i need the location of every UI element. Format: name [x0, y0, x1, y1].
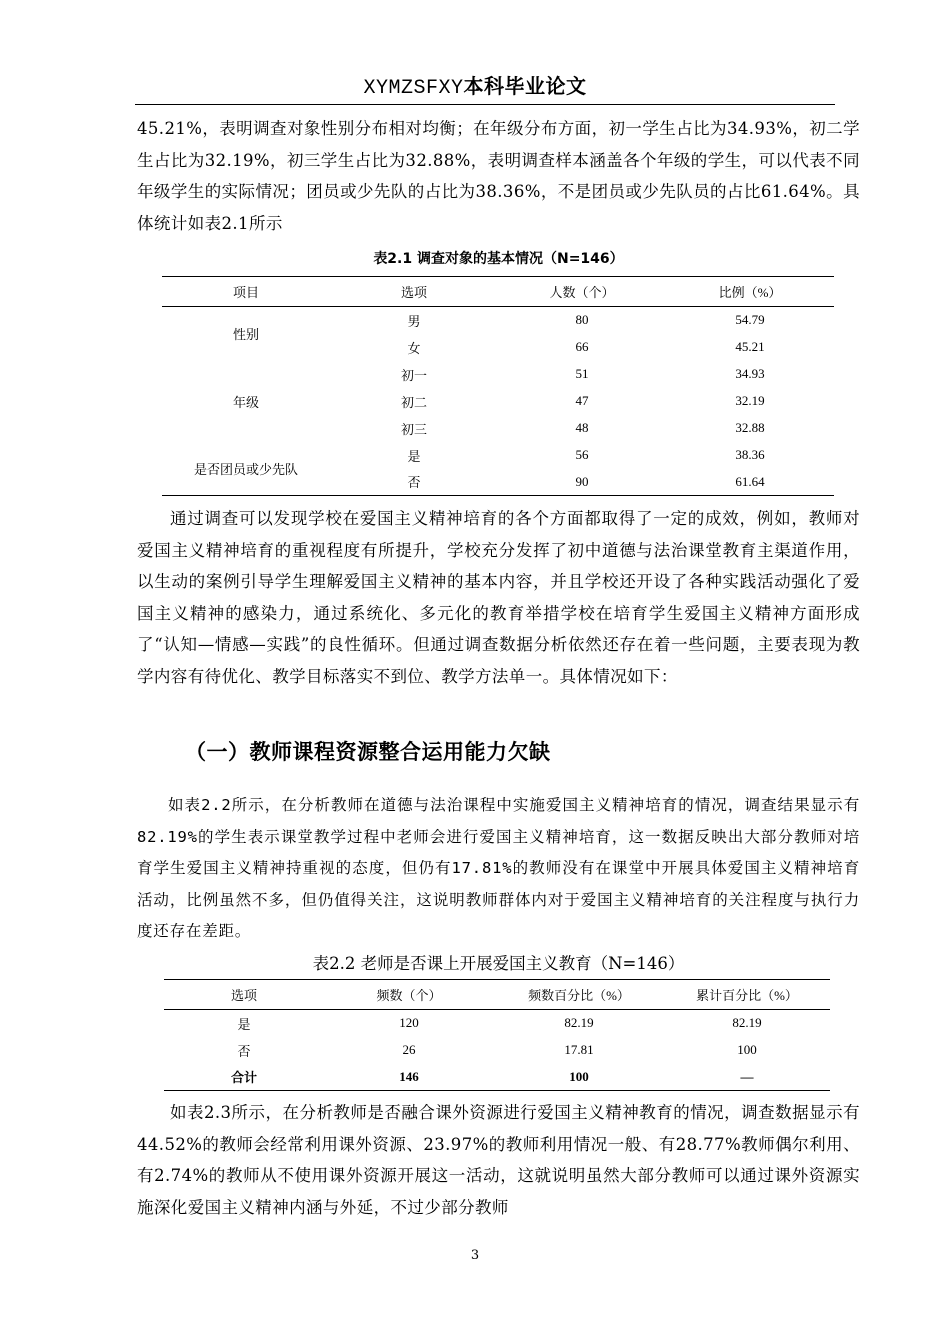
table-cell: 82.19	[564, 1015, 594, 1031]
table-cell: 女	[407, 340, 421, 356]
table-cell: 是	[407, 448, 421, 464]
table-cell: 56	[575, 447, 589, 462]
table-total-row	[164, 1064, 830, 1091]
page-number: 3	[470, 1248, 480, 1263]
column-header: 选项	[164, 980, 324, 1010]
table-cell: 合计	[230, 1070, 257, 1086]
table-cell: —	[740, 1068, 754, 1084]
table-cell: 是	[237, 1016, 251, 1032]
table-row	[162, 442, 834, 469]
table-header-row	[162, 277, 834, 307]
table-row	[164, 1037, 830, 1064]
column-header: 项目	[162, 277, 330, 307]
table-cell: 否	[407, 475, 421, 491]
table-cell: 61.64	[735, 473, 765, 489]
table-cell: 17.81	[564, 1042, 594, 1057]
table-row	[162, 307, 834, 334]
table-cell: 45.21	[735, 339, 765, 354]
table-cell: 51	[575, 366, 589, 381]
header-title: 本科毕业论文	[463, 74, 587, 98]
table-row	[162, 361, 834, 388]
paragraph-table-2-3-analysis: 如表2.3所示，在分析教师是否融合课外资源进行爱国主义精神教育的情况，调查数据显示有44.52%的教师会经常利用课外资源、23.97%的教师利用情况一般、有28.77%教师偶尔利用、有2.74%的教师从不使用课外资源开展这一活动，这就说明虽然大部分教师可以通过课外资源实施深化爱国主义精神内涵与外延，不过少部分教师	[137, 1103, 860, 1217]
paragraph-survey-findings: 通过调查可以发现学校在爱国主义精神培育的各个方面都取得了一定的成效，例如，教师对爱国主义精神培育的重视程度有所提升，学校充分发挥了初中道德与法治课堂教育主渠道作用，以生动的案例引导学生理解爱国主义精神的基本内容，并且学校还开设了各种实践活动强化了爱国主义精神的感染力，通过系统化、多元化的教育举措学校在培育学生爱国主义精神方面形成了“认知—情感—实践”的良性循环。但通过调查数据分析依然还存在着一些问题，主要表现为教学内容有待优化、教学目标落实不到位、教学方法单一。具体情况如下：	[137, 509, 860, 686]
group-label-grade: 年级	[232, 394, 259, 410]
page-header	[0, 70, 950, 100]
header-code: XYMZSFXY	[363, 77, 464, 100]
table-cell: 120	[399, 1015, 419, 1031]
table-cell: 38.36	[735, 447, 765, 462]
table-cell: 男	[407, 313, 421, 329]
column-header: 选项	[330, 277, 498, 307]
table-2-1	[162, 276, 834, 496]
table-row	[164, 1010, 830, 1037]
table-cell: 100	[737, 1042, 757, 1057]
table-2-2-caption: 表2.2 老师是否课上开展爱国主义教育（N=146）	[312, 954, 685, 973]
table-cell: 80	[575, 312, 589, 328]
table-cell: 初二	[400, 394, 427, 410]
column-header: 频数百分比（%）	[494, 980, 664, 1010]
table-cell: 34.93	[735, 366, 765, 381]
section-heading: （一）教师课程资源整合运用能力欠缺	[185, 740, 551, 764]
table-2-2	[164, 979, 830, 1091]
paragraph-table-2-2-analysis: 如表2.2所示，在分析教师在道德与法治课程中实施爱国主义精神培育的情况，调查结果显示有82.19%的学生表示课堂教学过程中老师会进行爱国主义精神培育，这一数据反映出大部分教师对培育学生爱国主义精神持重视的态度，但仍有17.81%的教师没有在课堂中开展具体爱国主义精神培育活动，比例虽然不多，但仍值得关注，这说明教师群体内对于爱国主义精神培育的关注程度与执行力度还存在差距。	[137, 796, 860, 940]
paragraph-survey-distribution: 45.21%，表明调查对象性别分布相对均衡；在年级分布方面，初一学生占比为34.93%，初二学生占比为32.19%，初三学生占比为32.88%，表明调查样本涵盖各个年级的学生，可以代表不同年级学生的实际情况；团员或少先队的占比为38.36%，不是团员或少先队员的占比61.64%。具体统计如表2.1所示	[137, 119, 860, 233]
group-label-league-member: 是否团员或少先队	[193, 461, 298, 477]
table-cell: 146	[399, 1068, 419, 1084]
table-cell: 48	[575, 420, 589, 435]
table-header-row	[164, 980, 830, 1010]
table-cell: 初一	[400, 367, 427, 383]
table-cell: 32.88	[735, 420, 765, 435]
table-cell: 66	[575, 339, 589, 354]
table-2-1-caption: 表2.1 调查对象的基本情况（N=146）	[373, 251, 624, 267]
column-header: 累计百分比（%）	[664, 980, 830, 1010]
header-divider	[135, 104, 835, 105]
table-cell: 32.19	[735, 393, 765, 408]
table-cell: 26	[402, 1042, 416, 1057]
table-cell: 82.19	[732, 1015, 762, 1031]
table-cell: 初三	[400, 421, 427, 437]
column-header: 人数（个）	[498, 277, 666, 307]
table-cell: 47	[575, 393, 589, 408]
group-label-gender: 性别	[232, 327, 259, 343]
table-cell: 100	[569, 1068, 589, 1084]
table-cell: 90	[575, 473, 589, 489]
column-header: 比例（%）	[666, 277, 834, 307]
table-cell: 否	[237, 1043, 251, 1059]
table-cell: 54.79	[735, 312, 765, 328]
column-header: 频数（个）	[324, 980, 494, 1010]
